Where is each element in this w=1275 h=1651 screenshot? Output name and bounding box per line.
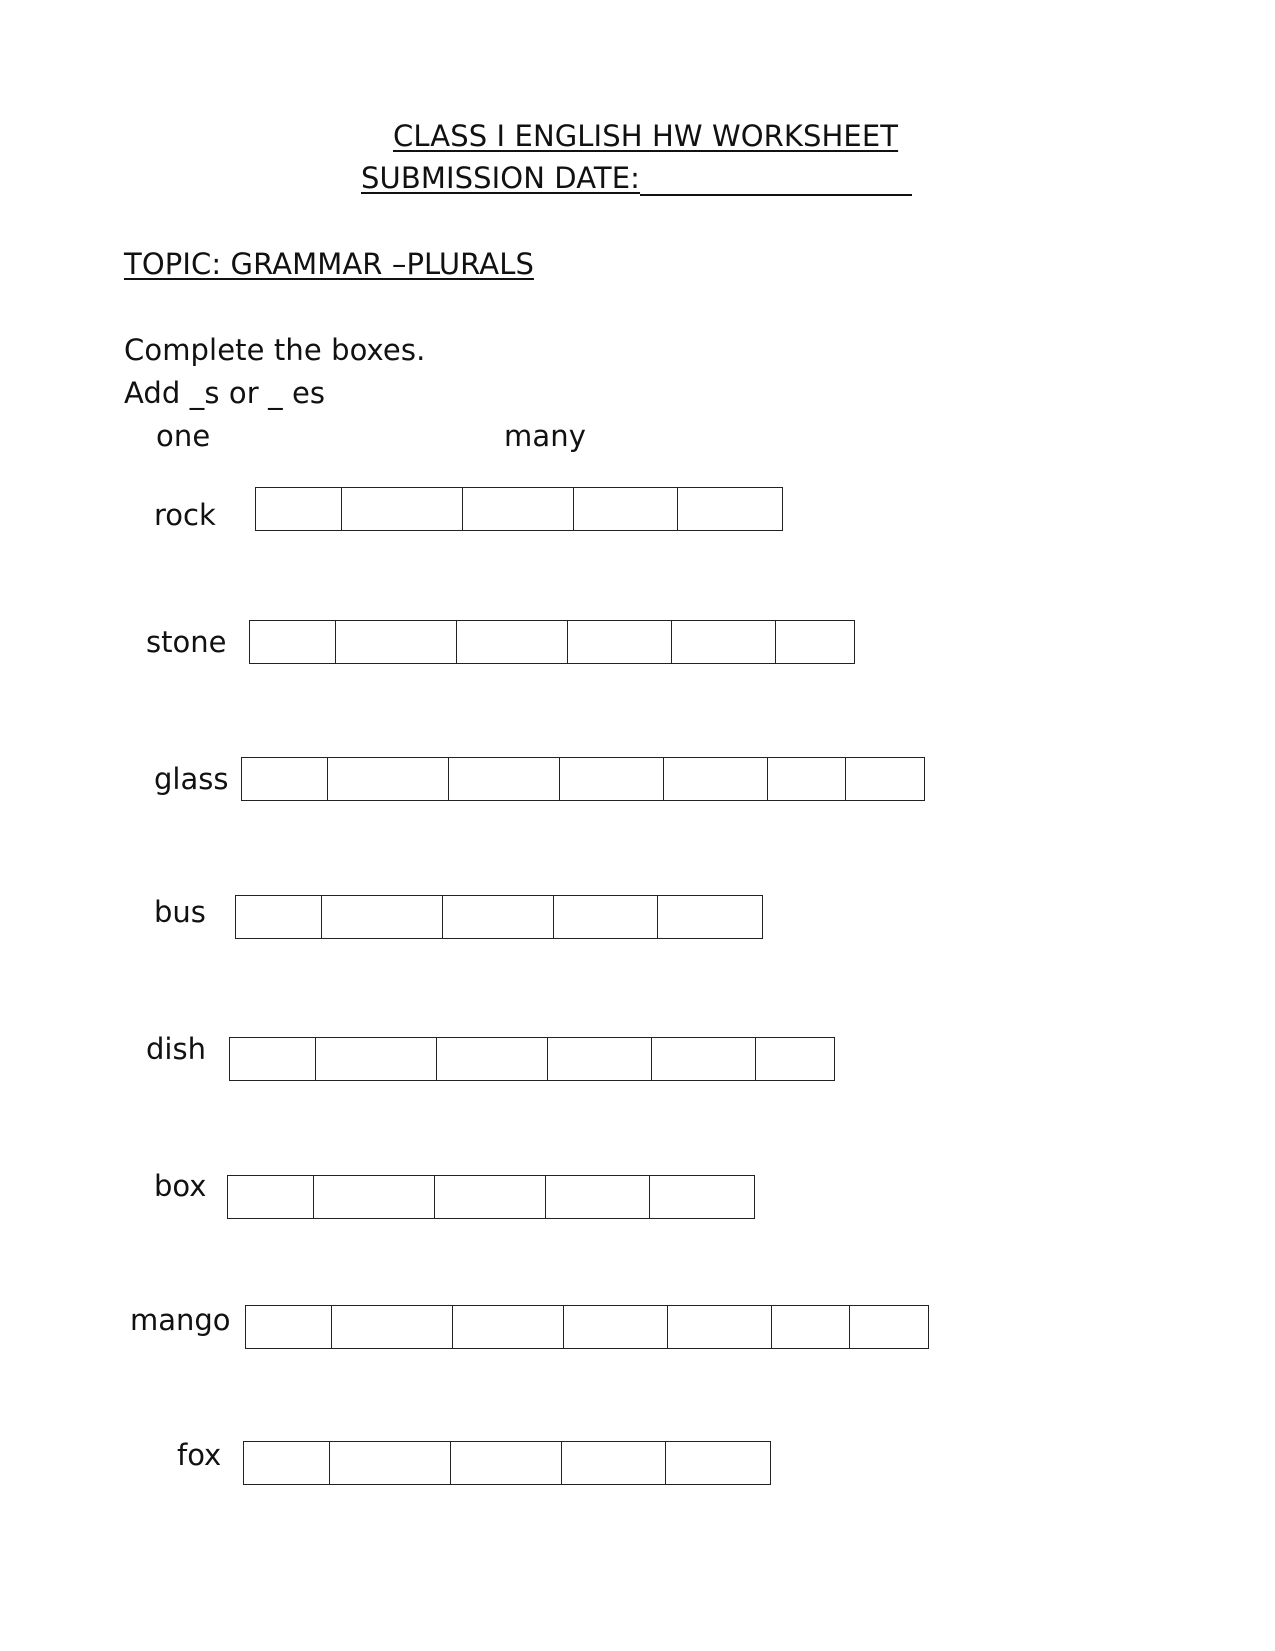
submission-date-label: SUBMISSION DATE: — [361, 161, 641, 195]
letter-box[interactable] — [332, 1306, 453, 1348]
letter-box[interactable] — [244, 1442, 330, 1484]
letter-box[interactable] — [230, 1038, 316, 1080]
column-header-many: many — [504, 419, 586, 453]
plural-answer-boxes — [241, 757, 925, 801]
plural-answer-boxes — [255, 487, 783, 531]
letter-box[interactable] — [668, 1306, 772, 1348]
letter-box[interactable] — [776, 621, 854, 663]
letter-box[interactable] — [672, 621, 776, 663]
letter-box[interactable] — [548, 1038, 652, 1080]
letter-box[interactable] — [463, 488, 574, 530]
submission-date-blank[interactable] — [640, 194, 912, 196]
singular-word: rock — [154, 498, 216, 532]
singular-word: glass — [154, 762, 229, 796]
plural-answer-boxes — [245, 1305, 929, 1349]
singular-word: box — [154, 1169, 207, 1203]
letter-box[interactable] — [328, 758, 449, 800]
singular-word: mango — [130, 1303, 231, 1337]
plural-answer-boxes — [243, 1441, 771, 1485]
letter-box[interactable] — [250, 621, 336, 663]
letter-box[interactable] — [846, 758, 924, 800]
letter-box[interactable] — [768, 758, 846, 800]
column-header-one: one — [156, 419, 211, 453]
letter-box[interactable] — [314, 1176, 435, 1218]
letter-box[interactable] — [560, 758, 664, 800]
letter-box[interactable] — [453, 1306, 564, 1348]
letter-box[interactable] — [574, 488, 678, 530]
letter-box[interactable] — [562, 1442, 666, 1484]
letter-box[interactable] — [443, 896, 554, 938]
plural-answer-boxes — [249, 620, 855, 664]
topic-heading: TOPIC: GRAMMAR –PLURALS — [124, 247, 534, 281]
singular-word: dish — [146, 1032, 206, 1066]
letter-box[interactable] — [437, 1038, 548, 1080]
plural-answer-boxes — [229, 1037, 835, 1081]
letter-box[interactable] — [330, 1442, 451, 1484]
letter-box[interactable] — [256, 488, 342, 530]
plural-answer-boxes — [235, 895, 763, 939]
letter-box[interactable] — [336, 621, 457, 663]
letter-box[interactable] — [236, 896, 322, 938]
plural-answer-boxes — [227, 1175, 755, 1219]
letter-box[interactable] — [650, 1176, 754, 1218]
letter-box[interactable] — [850, 1306, 928, 1348]
letter-box[interactable] — [242, 758, 328, 800]
letter-box[interactable] — [546, 1176, 650, 1218]
singular-word: fox — [177, 1438, 222, 1472]
letter-box[interactable] — [316, 1038, 437, 1080]
letter-box[interactable] — [451, 1442, 562, 1484]
letter-box[interactable] — [652, 1038, 756, 1080]
letter-box[interactable] — [568, 621, 672, 663]
singular-word: stone — [146, 625, 227, 659]
letter-box[interactable] — [658, 896, 762, 938]
letter-box[interactable] — [246, 1306, 332, 1348]
letter-box[interactable] — [449, 758, 560, 800]
letter-box[interactable] — [457, 621, 568, 663]
instruction-line-1: Complete the boxes. — [124, 333, 426, 367]
letter-box[interactable] — [322, 896, 443, 938]
letter-box[interactable] — [756, 1038, 834, 1080]
letter-box[interactable] — [564, 1306, 668, 1348]
singular-word: bus — [154, 895, 206, 929]
worksheet-title: CLASS I ENGLISH HW WORKSHEET — [393, 119, 899, 153]
letter-box[interactable] — [664, 758, 768, 800]
letter-box[interactable] — [554, 896, 658, 938]
letter-box[interactable] — [772, 1306, 850, 1348]
letter-box[interactable] — [228, 1176, 314, 1218]
letter-box[interactable] — [435, 1176, 546, 1218]
letter-box[interactable] — [342, 488, 463, 530]
letter-box[interactable] — [678, 488, 782, 530]
letter-box[interactable] — [666, 1442, 770, 1484]
instruction-line-2: Add _s or _ es — [124, 376, 326, 410]
